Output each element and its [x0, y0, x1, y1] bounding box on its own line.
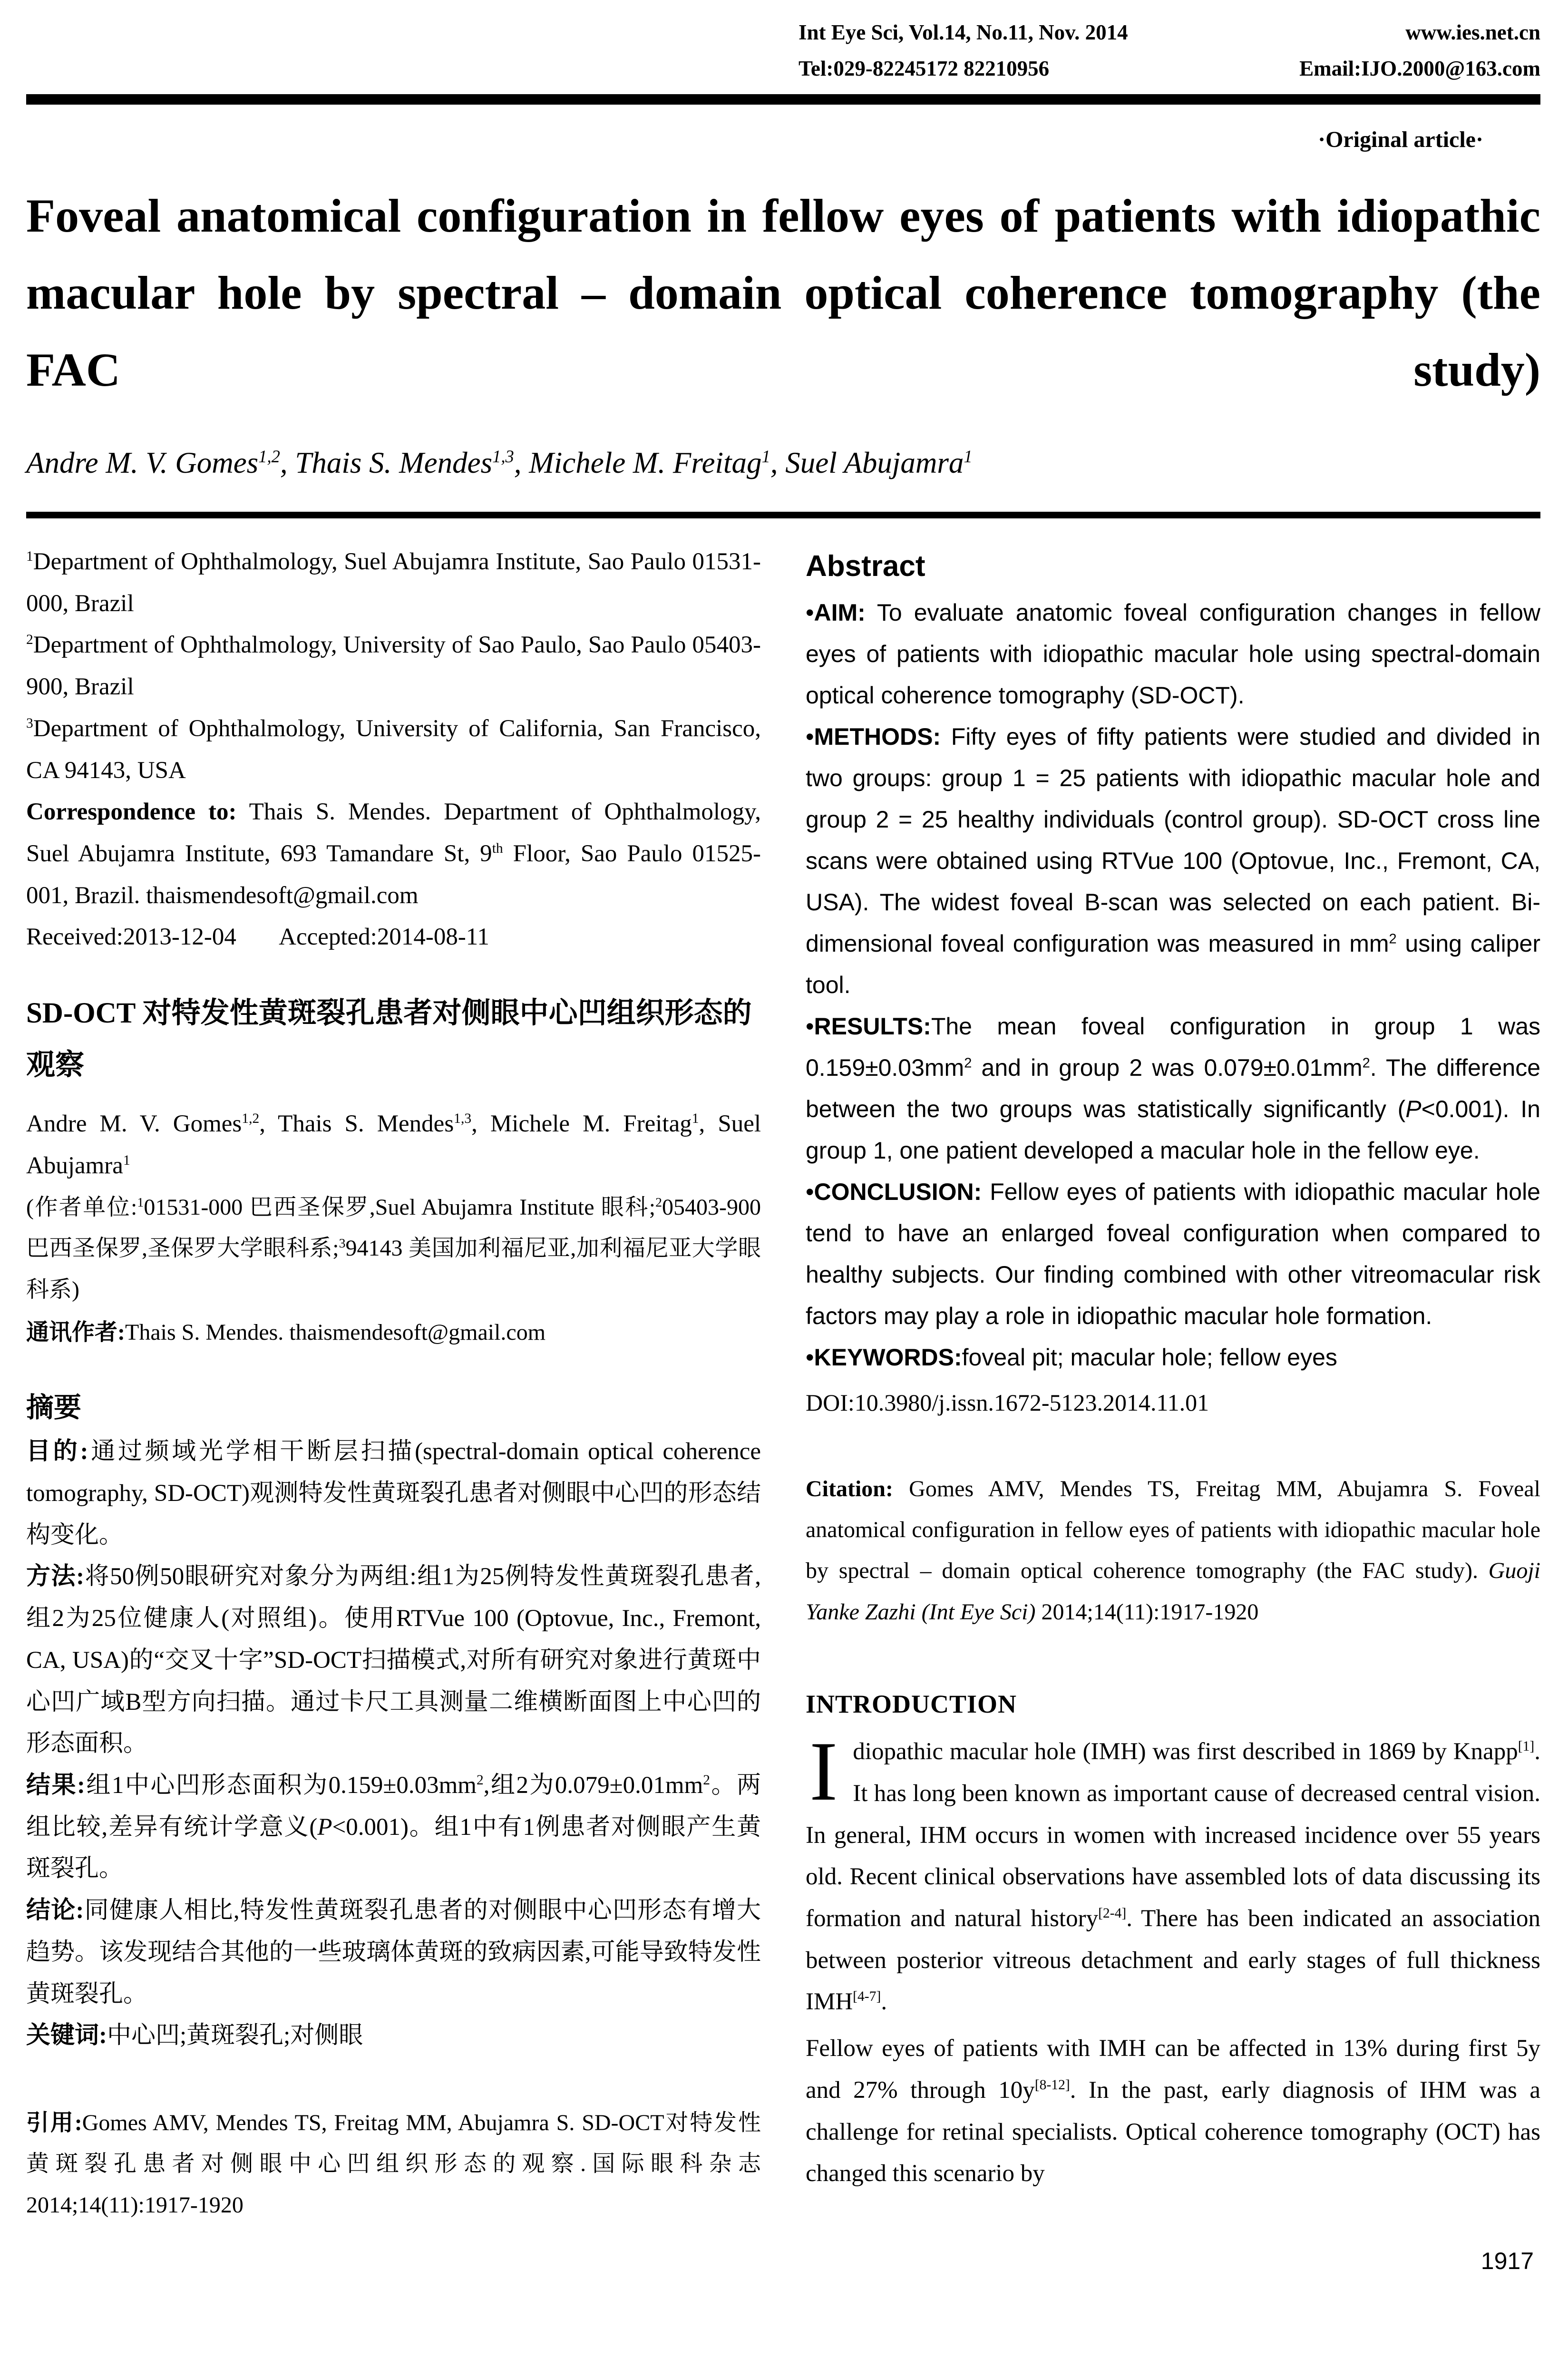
- header-rule: [26, 94, 1540, 105]
- journal-email: Email:IJO.2000@163.com: [1299, 57, 1540, 80]
- abstract-heading: Abstract: [806, 550, 925, 583]
- chinese-keywords: 关键词:中心凹;黄斑裂孔;对侧眼: [26, 2022, 363, 2049]
- chinese-aim: 目的:通过频域光学相干断层扫描(spectral-domain optical coherence tomography, SD-OCT)观测特发性黄斑裂孔患者对侧眼中心凹的形态结构变化。: [26, 1438, 761, 1549]
- chinese-abstract-heading: 摘要: [26, 1392, 82, 1423]
- abstract-conclusion: •CONCLUSION: Fellow eyes of patients with idiopathic macular hole tend to have an enlarged foveal configuration when compared to healthy subjects. Our finding combined with other vitreomacular risk factors may play a role in idiopathic macular hole formation.: [806, 1178, 1540, 1329]
- page-number: 1917: [1480, 2247, 1534, 2274]
- introduction-paragraph-1-text: diopathic macular hole (IMH) was first described in 1869 by Knapp[1]. It has long been known as important cause of decreased central vision. In general, IHM occurs in women with increased incidence over 55 years old. Recent clinical observations have assembled lots of data discussing its formation and natural history[2-4]. There has been indicated an association between posterior vitreous detachment and early stages of full thickness IMH[4-7].: [806, 1738, 1540, 2016]
- citation-english: Citation: Gomes AMV, Mendes TS, Freitag MM, Abujamra S. Foveal anatomical configuration in fellow eyes of patients with idiopathic macular hole by spectral – domain optical coherence tomography (the FAC study). Guoji Yanke Zazhi (Int Eye Sci) 2014;14(11):1917-1920: [806, 1476, 1540, 1625]
- journal-header-line-2: [799, 50, 1540, 87]
- abstract-results: •RESULTS:The mean foveal configuration in group 1 was $0.159\pm 0.03mm^2$ and in group 2 was $0.079\pm 0.01mm^2$. The difference between the two groups was statistically significantly (P<0.001). In group 1, one patient developed a macular hole in the fellow eye.: [806, 1013, 1540, 1164]
- introduction-paragraph-1: [806, 1724, 1540, 2023]
- article-type-label: ·Original article·: [1318, 127, 1483, 152]
- chinese-conclusion: 结论:同健康人相比,特发性黄斑裂孔患者的对侧眼中心凹形态有增大趋势。该发现结合其他的一些玻璃体黄斑的致病因素,可能导致特发性黄斑裂孔。: [26, 1897, 761, 2007]
- introduction-heading: INTRODUCTION: [806, 1690, 1017, 1719]
- chinese-title: SD-OCT 对特发性黄斑裂孔患者对侧眼中心凹组织形态的观察: [26, 997, 752, 1081]
- chinese-affiliation: (作者单位:$^1$01531-000 巴西圣保罗,Suel Abujamra Institute 眼科;$^2$05403-900 巴西圣保罗,圣保罗大学眼科系;$^3$94143 美国加利福尼亚,加利福尼亚大学眼科系): [26, 1194, 761, 1302]
- doi-line: DOI:10.3980/j.issn.1672-5123.2014.11.01: [806, 1389, 1209, 1416]
- journal-issue-info: Int Eye Sci, Vol.14, No.11, Nov. 2014: [799, 20, 1128, 44]
- journal-telephone: Tel:029-82245172 82210956: [799, 57, 1050, 80]
- abstract-methods: •METHODS: Fifty eyes of fifty patients were studied and divided in two groups: group 1 = 25 patients with idiopathic macular hole and group 2 = 25 healthy individuals (control group). SD-OCT cross line scans were obtained using RTVue 100 (Optovue, Inc., Fremont, CA, USA). The widest foveal B-scan was selected on each patient. Bi-dimensional foveal configuration was measured in $mm^2$ using caliper tool.: [806, 723, 1540, 998]
- abstract-aim: •AIM: To evaluate anatomic foveal configuration changes in fellow eyes of patients with idiopathic macular hole using spectral-domain optical coherence tomography (SD-OCT).: [806, 599, 1540, 709]
- drop-cap: I: [809, 1724, 838, 1819]
- authors-line: Andre M. V. Gomes$^{1,2}$, Thais S. Mendes$^{1,3}$, Michele M. Freitag$^1$, Suel Abujamra$^1$: [26, 446, 973, 479]
- journal-header: [799, 14, 1540, 87]
- journal-website: www.ies.net.cn: [1405, 20, 1540, 44]
- affiliation-3: $^3$Department of Ophthalmology, University of California, San Francisco, CA 94143, USA: [26, 715, 761, 784]
- affiliation-1: $^1$Department of Ophthalmology, Suel Abujamra Institute, Sao Paulo 01531-000, Brazil: [26, 548, 761, 617]
- affiliation-2: $^2$Department of Ophthalmology, University of Sao Paulo, Sao Paulo 05403-900, Brazil: [26, 632, 761, 701]
- received-accepted: Received:2013-12-04 Accepted:2014-08-11: [26, 924, 489, 951]
- abstract-keywords: •KEYWORDS:foveal pit; macular hole; fellow eyes: [806, 1344, 1337, 1371]
- right-column: [806, 541, 1540, 2358]
- correspondence: Correspondence to: Thais S. Mendes. Department of Ophthalmology, Suel Abujamra Institute, 693 Tamandare St, 9th Floor, Sao Paulo 01525-001, Brazil. thaismendesoft@gmail.com: [26, 799, 761, 909]
- title-rule: [26, 512, 1540, 518]
- chinese-methods: 方法:将50例50眼研究对象分为两组:组1为25例特发性黄斑裂孔患者,组2为25位健康人(对照组)。使用RTVue 100 (Optovue, Inc., Fremont, CA, USA)的“交叉十字”SD-OCT扫描模式,对所有研究对象进行黄斑中心凹广域B型方向扫描。通过卡尺工具测量二维横断面图上中心凹的形态面积。: [26, 1563, 761, 1757]
- two-column-body: [26, 541, 1540, 2358]
- introduction-paragraph-2: Fellow eyes of patients with IMH can be affected in 13% during first 5y and 27% through 10y[8-12]. In the past, early diagnosis of IHM was a challenge for retinal specialists. Optical coherence tomography (OCT) has changed this scenario by: [806, 2035, 1540, 2187]
- chinese-correspondence: 通讯作者:Thais S. Mendes. thaismendesoft@gmail.com: [26, 1319, 546, 1345]
- chinese-authors-line: Andre M. V. Gomes$^{1,2}$, Thais S. Mendes$^{1,3}$, Michele M. Freitag$^1$, Suel Abujamra$^1$: [26, 1111, 761, 1179]
- journal-header-line-1: [799, 14, 1540, 50]
- left-column: [26, 541, 761, 2358]
- chinese-citation: 引用:Gomes AMV, Mendes TS, Freitag MM, Abujamra S. SD-OCT对特发性黄斑裂孔患者对侧眼中心凹组织形态的观察.国际眼科杂志2014;14(11):1917-1920: [26, 2110, 761, 2218]
- article-title: Foveal anatomical configuration in fellow eyes of patients with idiopathic macular hole by spectral – domain optical coherence tomography (the FAC study): [26, 189, 1540, 396]
- chinese-results: 结果:组1中心凹形态面积为$0.159\pm 0.03mm^2$,组2为$0.079\pm 0.01mm^2$。两组比较,差异有统计学意义(P<0.001)。组1中有1例患者对侧眼产生黄斑裂孔。: [26, 1772, 761, 1882]
